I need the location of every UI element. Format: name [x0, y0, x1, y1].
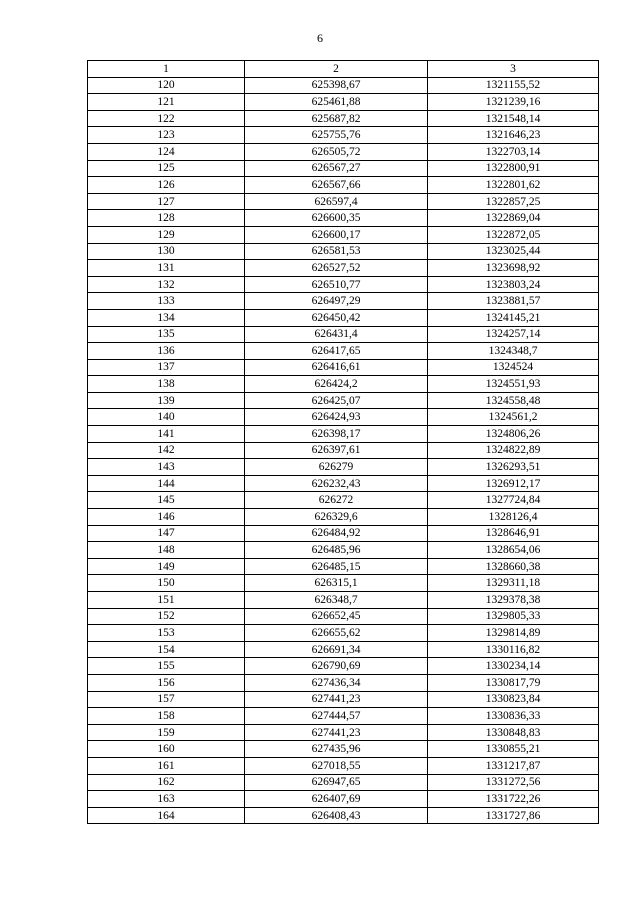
- y-coordinate-cell: 1331272,56: [428, 774, 599, 791]
- x-coordinate-cell: 625461,88: [245, 94, 428, 111]
- x-coordinate-cell: 626484,92: [245, 525, 428, 542]
- table-row: [88, 641, 599, 658]
- x-coordinate-cell: 626505,72: [245, 143, 428, 160]
- point-number-cell: 131: [88, 260, 245, 277]
- x-coordinate-cell: 626527,52: [245, 260, 428, 277]
- table-row: [88, 741, 599, 758]
- table-row: [88, 127, 599, 144]
- table-row: [88, 791, 599, 808]
- y-coordinate-cell: 1330116,82: [428, 641, 599, 658]
- x-coordinate-cell: 625398,67: [245, 77, 428, 94]
- x-coordinate-cell: 626655,62: [245, 625, 428, 642]
- y-coordinate-cell: 1324348,7: [428, 343, 599, 360]
- table-row: [88, 243, 599, 260]
- table-row: [88, 708, 599, 725]
- y-coordinate-cell: 1330817,79: [428, 674, 599, 691]
- x-coordinate-cell: 626600,17: [245, 226, 428, 243]
- point-number-cell: 142: [88, 442, 245, 459]
- y-coordinate-cell: 1329311,18: [428, 575, 599, 592]
- table-row: [88, 757, 599, 774]
- x-coordinate-cell: 627436,34: [245, 674, 428, 691]
- x-coordinate-cell: 626417,65: [245, 343, 428, 360]
- table-row: [88, 392, 599, 409]
- point-number-cell: 123: [88, 127, 245, 144]
- point-number-cell: 162: [88, 774, 245, 791]
- point-number-cell: 134: [88, 309, 245, 326]
- x-coordinate-cell: 626947,65: [245, 774, 428, 791]
- point-number-cell: 150: [88, 575, 245, 592]
- point-number-cell: 128: [88, 210, 245, 227]
- table-row: [88, 542, 599, 559]
- y-coordinate-cell: 1323803,24: [428, 276, 599, 293]
- x-coordinate-cell: 626315,1: [245, 575, 428, 592]
- table-row: [88, 691, 599, 708]
- y-coordinate-cell: 1324524: [428, 359, 599, 376]
- point-number-cell: 157: [88, 691, 245, 708]
- table-row: [88, 276, 599, 293]
- x-coordinate-cell: 627441,23: [245, 691, 428, 708]
- point-number-cell: 153: [88, 625, 245, 642]
- table-row: [88, 343, 599, 360]
- y-coordinate-cell: 1323698,92: [428, 260, 599, 277]
- x-coordinate-cell: 626431,4: [245, 326, 428, 343]
- table-row: [88, 177, 599, 194]
- table-row: [88, 509, 599, 526]
- table-row: [88, 226, 599, 243]
- y-coordinate-cell: 1331217,87: [428, 757, 599, 774]
- point-number-cell: 148: [88, 542, 245, 559]
- x-coordinate-cell: 626398,17: [245, 426, 428, 443]
- x-coordinate-cell: 627444,57: [245, 708, 428, 725]
- table-row: [88, 376, 599, 393]
- table-row: [88, 608, 599, 625]
- x-coordinate-cell: 626424,93: [245, 409, 428, 426]
- page-number: 6: [317, 31, 323, 45]
- x-coordinate-cell: 626597,4: [245, 193, 428, 210]
- point-number-cell: 160: [88, 741, 245, 758]
- table-row: [88, 492, 599, 509]
- y-coordinate-cell: 1322801,62: [428, 177, 599, 194]
- x-coordinate-cell: 626397,61: [245, 442, 428, 459]
- point-number-cell: 125: [88, 160, 245, 177]
- x-coordinate-cell: 626408,43: [245, 807, 428, 824]
- x-coordinate-cell: 626450,42: [245, 309, 428, 326]
- point-number-cell: 124: [88, 143, 245, 160]
- point-number-cell: 147: [88, 525, 245, 542]
- table-row: [88, 625, 599, 642]
- y-coordinate-cell: 1331727,86: [428, 807, 599, 824]
- x-coordinate-cell: 626600,35: [245, 210, 428, 227]
- table-row: [88, 110, 599, 127]
- y-coordinate-cell: 1330855,21: [428, 741, 599, 758]
- point-number-cell: 151: [88, 592, 245, 609]
- x-coordinate-cell: 626510,77: [245, 276, 428, 293]
- x-coordinate-cell: 625755,76: [245, 127, 428, 144]
- table-row: [88, 210, 599, 227]
- y-coordinate-cell: 1322872,05: [428, 226, 599, 243]
- y-coordinate-cell: 1324806,26: [428, 426, 599, 443]
- point-number-cell: 133: [88, 293, 245, 310]
- x-coordinate-cell: 626497,29: [245, 293, 428, 310]
- x-coordinate-cell: 627435,96: [245, 741, 428, 758]
- y-coordinate-cell: 1323881,57: [428, 293, 599, 310]
- y-coordinate-cell: 1330234,14: [428, 658, 599, 675]
- point-number-cell: 145: [88, 492, 245, 509]
- y-coordinate-cell: 1330836,33: [428, 708, 599, 725]
- point-number-cell: 122: [88, 110, 245, 127]
- table-row: [88, 442, 599, 459]
- y-coordinate-cell: 1330848,83: [428, 724, 599, 741]
- point-number-cell: 161: [88, 757, 245, 774]
- point-number-cell: 156: [88, 674, 245, 691]
- y-coordinate-cell: 1321155,52: [428, 77, 599, 94]
- x-coordinate-cell: 626329,6: [245, 509, 428, 526]
- point-number-cell: 155: [88, 658, 245, 675]
- table-row: [88, 475, 599, 492]
- table-row: [88, 674, 599, 691]
- point-number-cell: 152: [88, 608, 245, 625]
- point-number-cell: 140: [88, 409, 245, 426]
- y-coordinate-cell: 1321646,23: [428, 127, 599, 144]
- y-coordinate-cell: 1322869,04: [428, 210, 599, 227]
- point-number-cell: 121: [88, 94, 245, 111]
- point-number-cell: 129: [88, 226, 245, 243]
- y-coordinate-cell: 1328660,38: [428, 558, 599, 575]
- point-number-cell: 126: [88, 177, 245, 194]
- y-coordinate-cell: 1326912,17: [428, 475, 599, 492]
- y-coordinate-cell: 1330823,84: [428, 691, 599, 708]
- point-number-cell: 136: [88, 343, 245, 360]
- table-row: [88, 293, 599, 310]
- table-row: [88, 409, 599, 426]
- table-row: [88, 807, 599, 824]
- y-coordinate-cell: 1328646,91: [428, 525, 599, 542]
- table-row: [88, 774, 599, 791]
- point-number-cell: 139: [88, 392, 245, 409]
- point-number-cell: 146: [88, 509, 245, 526]
- y-coordinate-cell: 1324561,2: [428, 409, 599, 426]
- y-coordinate-cell: 1322857,25: [428, 193, 599, 210]
- x-coordinate-cell: 626424,2: [245, 376, 428, 393]
- y-coordinate-cell: 1324257,14: [428, 326, 599, 343]
- y-coordinate-cell: 1323025,44: [428, 243, 599, 260]
- y-coordinate-cell: 1324145,21: [428, 309, 599, 326]
- x-coordinate-cell: 626790,69: [245, 658, 428, 675]
- table-row: [88, 575, 599, 592]
- table-row: [88, 558, 599, 575]
- coordinates-table: [87, 60, 599, 824]
- point-number-cell: 149: [88, 558, 245, 575]
- x-coordinate-cell: 626416,61: [245, 359, 428, 376]
- x-coordinate-cell: 626348,7: [245, 592, 428, 609]
- x-coordinate-cell: 626652,45: [245, 608, 428, 625]
- point-number-cell: 127: [88, 193, 245, 210]
- point-number-cell: 164: [88, 807, 245, 824]
- table-row: [88, 309, 599, 326]
- x-coordinate-cell: 626407,69: [245, 791, 428, 808]
- y-coordinate-cell: 1329378,38: [428, 592, 599, 609]
- table-row: [88, 525, 599, 542]
- table-body: [88, 77, 599, 824]
- y-coordinate-cell: 1329805,33: [428, 608, 599, 625]
- point-number-cell: 163: [88, 791, 245, 808]
- point-number-cell: 141: [88, 426, 245, 443]
- x-coordinate-cell: 626485,15: [245, 558, 428, 575]
- y-coordinate-cell: 1328654,06: [428, 542, 599, 559]
- point-number-cell: 130: [88, 243, 245, 260]
- column-header-x: 2: [245, 61, 428, 78]
- table-row: [88, 94, 599, 111]
- table-row: [88, 724, 599, 741]
- table-row: [88, 160, 599, 177]
- x-coordinate-cell: 626272: [245, 492, 428, 509]
- table-row: [88, 426, 599, 443]
- y-coordinate-cell: 1326293,51: [428, 459, 599, 476]
- y-coordinate-cell: 1328126,4: [428, 509, 599, 526]
- table-row: [88, 359, 599, 376]
- table-row: [88, 592, 599, 609]
- column-header-point-number: 1: [88, 61, 245, 78]
- y-coordinate-cell: 1324551,93: [428, 376, 599, 393]
- column-header-y: 3: [428, 61, 599, 78]
- point-number-cell: 138: [88, 376, 245, 393]
- table-row: [88, 143, 599, 160]
- y-coordinate-cell: 1324822,89: [428, 442, 599, 459]
- table-row: [88, 77, 599, 94]
- x-coordinate-cell: 626279: [245, 459, 428, 476]
- x-coordinate-cell: 626567,66: [245, 177, 428, 194]
- table-row: [88, 260, 599, 277]
- y-coordinate-cell: 1327724,84: [428, 492, 599, 509]
- x-coordinate-cell: 626232,43: [245, 475, 428, 492]
- table-row: [88, 193, 599, 210]
- point-number-cell: 158: [88, 708, 245, 725]
- table-row: [88, 326, 599, 343]
- table-header-row: [88, 61, 599, 78]
- point-number-cell: 137: [88, 359, 245, 376]
- point-number-cell: 144: [88, 475, 245, 492]
- x-coordinate-cell: 626691,34: [245, 641, 428, 658]
- y-coordinate-cell: 1322800,91: [428, 160, 599, 177]
- x-coordinate-cell: 627018,55: [245, 757, 428, 774]
- point-number-cell: 120: [88, 77, 245, 94]
- x-coordinate-cell: 626485,96: [245, 542, 428, 559]
- x-coordinate-cell: 627441,23: [245, 724, 428, 741]
- x-coordinate-cell: 626425,07: [245, 392, 428, 409]
- point-number-cell: 135: [88, 326, 245, 343]
- y-coordinate-cell: 1324558,48: [428, 392, 599, 409]
- point-number-cell: 143: [88, 459, 245, 476]
- y-coordinate-cell: 1321239,16: [428, 94, 599, 111]
- y-coordinate-cell: 1329814,89: [428, 625, 599, 642]
- x-coordinate-cell: 625687,82: [245, 110, 428, 127]
- x-coordinate-cell: 626581,53: [245, 243, 428, 260]
- point-number-cell: 159: [88, 724, 245, 741]
- y-coordinate-cell: 1322703,14: [428, 143, 599, 160]
- y-coordinate-cell: 1321548,14: [428, 110, 599, 127]
- table-row: [88, 658, 599, 675]
- point-number-cell: 154: [88, 641, 245, 658]
- x-coordinate-cell: 626567,27: [245, 160, 428, 177]
- table-row: [88, 459, 599, 476]
- y-coordinate-cell: 1331722,26: [428, 791, 599, 808]
- point-number-cell: 132: [88, 276, 245, 293]
